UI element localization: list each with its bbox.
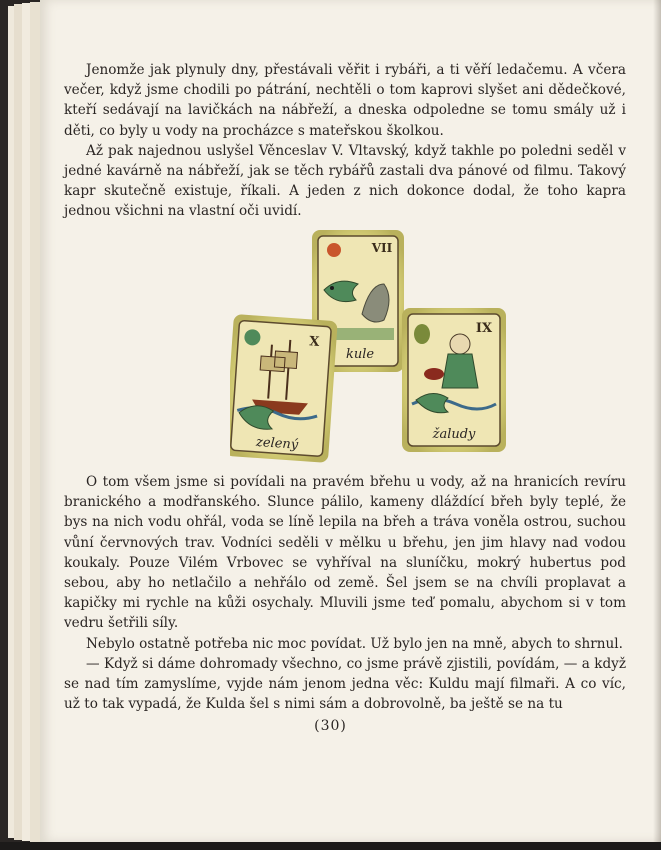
card-numeral: X xyxy=(308,334,320,350)
paragraph: Nebylo ostatně potřeba nic moc povídat. Už bylo jen na mně, abych to shrnul. xyxy=(86,635,623,652)
playing-cards-image xyxy=(230,228,520,468)
paragraph: — Když si dáme dohromady všechno, co jsme právě zjistili, povídám, — a když se nad tím zamyslíme, vyjde nám jenom jedna věc: Kuldu mají filmaři. A co víc, už to tak vypadá, že Kulda šel s nimi sám a dobrovolně, ba ještě se na tu xyxy=(64,655,626,713)
text-block-top xyxy=(64,60,626,222)
page-number: (30) xyxy=(314,718,347,734)
text-block-bottom xyxy=(64,472,626,714)
card-numeral: VII xyxy=(371,241,393,255)
card-x xyxy=(230,314,338,463)
background-strip xyxy=(0,842,661,850)
card-numeral: IX xyxy=(475,321,493,336)
card-caption: kule xyxy=(345,347,375,362)
page-shadow xyxy=(653,0,661,842)
paragraph: Až pak najednou uslyšel Věnceslav V. Vltavský, když takhle po poledni seděl v jedné kavárně na nábřeží, jak se těch rybářů zastali dva pánové od filmu. Takový kapr skutečně existuje, říkali. A jeden z nich dokonce dodal, že toho kapra jednou všichni na vlastní oči uvidí. xyxy=(64,142,626,220)
card-caption: žaludy xyxy=(432,427,476,442)
card-ix xyxy=(402,308,506,452)
card-caption: zelený xyxy=(255,434,299,453)
paragraph: Jenomže jak plynuly dny, přestávali věřit i rybáři, a ti věří ledačemu. A včera večer, když jsme chodili po pátrání, nechtěli o tom kaprovi slyšet ani dědečkové, kteří sedávají na lavičkách na nábřeží, a dneska odpoledne se tomu smály už i děti, co byly u vody na procházce s mateřskou školkou. xyxy=(64,62,626,139)
card-illustration xyxy=(230,228,520,468)
paragraph: O tom všem jsme si povídali na pravém břehu u vody, až na hranicích revíru branického a modřanského. Slunce pálilo, kameny dláždící břeh byly teplé, že bys na nich vodu ohřál, voda se líně lepila na břeh a tráva voněla ostrou, suchou vůní červnových trav. Vodníci seděli v mělku u břehu, jen jim hlavy nad vodou koukaly. Pouze Vilém Vrbovec se vyhříval na sluníčku, mokrý hubertus pod sebou, aby ho netlačilo a nehřálo od země. Šel jsem se na chvíli proplavat a kapičky mi rychle na kůži osychaly. Mluvili jsme teď pomalu, abychom si v tom vedru šetřili síly. xyxy=(64,474,626,632)
